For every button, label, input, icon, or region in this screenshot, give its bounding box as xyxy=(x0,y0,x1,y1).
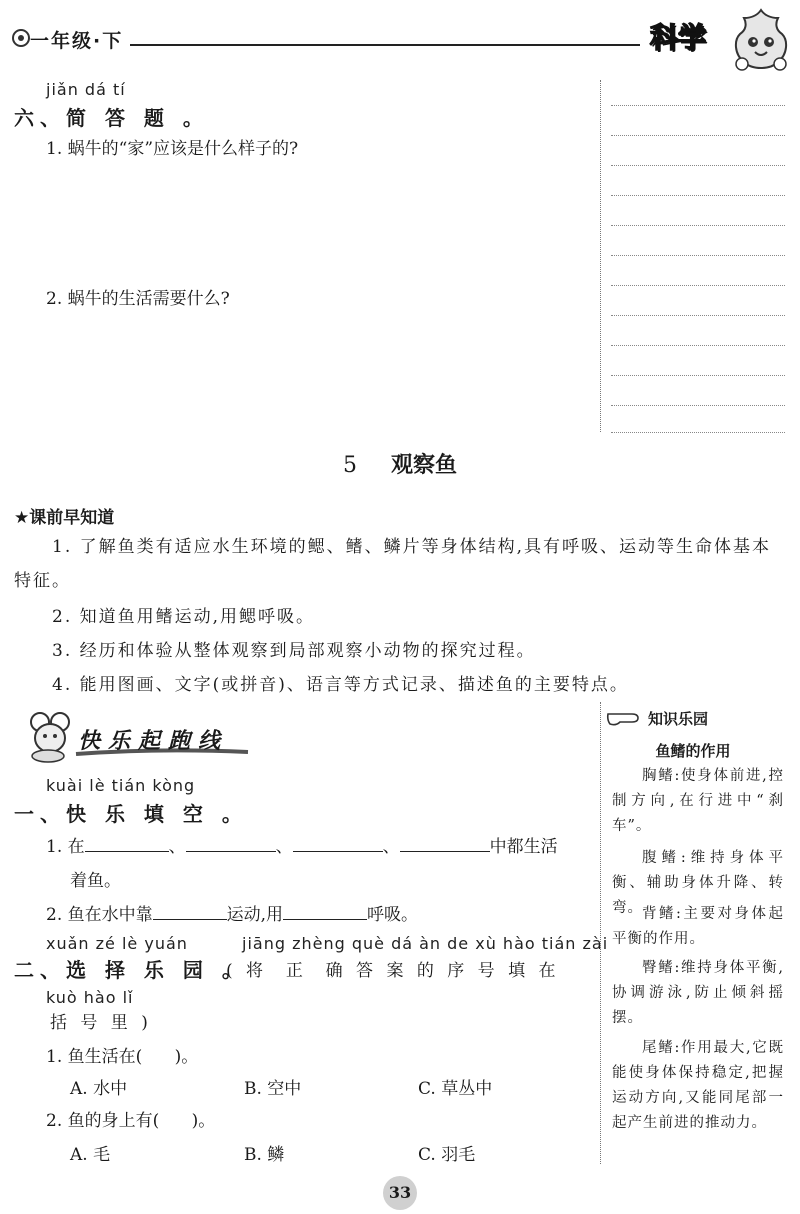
note-line xyxy=(611,135,785,136)
section6-question-2: 2. 蜗牛的生活需要什么? xyxy=(46,289,230,309)
lesson-title xyxy=(0,448,800,479)
fill-question-1 xyxy=(46,832,558,857)
knowledge-para-2: 腹鳍:维持身体平衡、辅助身体升降、转弯。 xyxy=(612,850,784,916)
answer-blank[interactable] xyxy=(153,901,227,920)
answer-blank[interactable] xyxy=(85,833,169,852)
section6-question-1: 1. 蜗牛的“家”应该是什么样子的? xyxy=(46,139,299,159)
choice-q1-option-c[interactable]: C. 草丛中 xyxy=(418,1079,493,1099)
choice-q1-option-a[interactable]: A. 水中 xyxy=(70,1079,128,1099)
knowledge-para-5: 尾鳍:作用最大,它既能使身体保持稳定,把握运动方向,又能同尾部一起产生前进的推动力。 xyxy=(612,1040,784,1131)
choice-instruction: ( 将 正 确 答 案 的 序 号 填 在 xyxy=(226,961,560,981)
choice-question-2: 2. 鱼的身上有( )。 xyxy=(46,1111,216,1131)
note-line xyxy=(611,315,785,316)
note-line xyxy=(611,105,785,106)
subject-label: 科学 xyxy=(650,21,707,54)
choice-title: 二、选 择 乐 园 。 xyxy=(14,958,248,982)
preview-item-4: 4. 能用图画、文字(或拼音)、语言等方式记录、描述鱼的主要特点。 xyxy=(52,675,629,695)
note-line xyxy=(611,432,785,433)
grade-label: 一年级·下 xyxy=(30,30,124,52)
note-line xyxy=(611,285,785,286)
choice-q2-option-b[interactable]: B. 鳞 xyxy=(244,1145,285,1165)
choice-instr-pinyin: jiāng zhèng què dá àn de xù hào tián zài xyxy=(242,934,609,953)
lesson-name: 观察鱼 xyxy=(390,452,457,478)
knowledge-para-3: 背鳍:主要对身体起平衡的作用。 xyxy=(612,906,784,947)
separator: 、 xyxy=(382,837,400,857)
lesson-number: 5 xyxy=(342,453,357,478)
knowledge-title: 知识乐园 xyxy=(648,710,709,728)
preview-title: ★课前早知道 xyxy=(14,508,115,528)
note-line xyxy=(611,165,785,166)
choice-question-1: 1. 鱼生活在( )。 xyxy=(46,1047,199,1067)
note-line xyxy=(611,345,785,346)
choice-q1-option-b[interactable]: B. 空中 xyxy=(244,1079,302,1099)
separator: 、 xyxy=(275,837,293,857)
snail-icon xyxy=(10,26,32,48)
answer-blank[interactable] xyxy=(283,901,367,920)
note-line xyxy=(611,405,785,406)
fill-pinyin: kuài lè tián kòng xyxy=(46,776,196,795)
fill-title: 一、快 乐 填 空 。 xyxy=(14,802,248,826)
header-ornament xyxy=(10,26,32,52)
section6-pinyin: jiǎn dá tí xyxy=(46,80,126,99)
choice-instruction-2: 括 号 里 ) xyxy=(50,1013,152,1033)
choice-pinyin: xuǎn zé lè yuán xyxy=(46,934,188,953)
note-line xyxy=(611,375,785,376)
answer-blank[interactable] xyxy=(186,833,276,852)
preview-item-2: 2. 知道鱼用鳍运动,用鳃呼吸。 xyxy=(52,607,316,627)
header-rule xyxy=(130,44,640,46)
notes-column xyxy=(600,80,787,432)
knowledge-para-1: 胸鳍:使身体前进,控制方向,在行进中“刹车”。 xyxy=(612,768,784,834)
fill-q1-suffix: 中都生活 xyxy=(489,837,558,857)
note-line xyxy=(611,225,785,226)
knowledge-subtitle: 鱼鳍的作用 xyxy=(655,742,731,760)
preview-item-1: 1. 了解鱼类有适应水生环境的鳃、鳍、鳞片等身体结构,具有呼吸、运动等生命体基本特征。 xyxy=(14,537,772,591)
note-line xyxy=(611,255,785,256)
choice-q2-option-c[interactable]: C. 羽毛 xyxy=(418,1145,476,1165)
banner-title: 快乐起跑线 xyxy=(78,729,229,754)
preview-item-3: 3. 经历和体验从整体观察到局部观察小动物的探究过程。 xyxy=(52,641,536,661)
pointing-hand-icon xyxy=(606,706,646,728)
page-number: 33 xyxy=(383,1176,417,1210)
fill-q2-part-a: 2. 鱼在水中靠 xyxy=(46,905,153,925)
answer-blank[interactable] xyxy=(293,833,383,852)
fill-q2-part-c: 呼吸。 xyxy=(367,905,419,925)
choice-pinyin-2: kuò hào lǐ xyxy=(46,988,134,1007)
choice-q2-option-a[interactable]: A. 毛 xyxy=(70,1145,111,1165)
answer-blank[interactable] xyxy=(400,833,490,852)
separator: 、 xyxy=(168,837,186,857)
section6-title: 六、简 答 题 。 xyxy=(14,106,209,130)
fill-q2-part-b: 运动,用 xyxy=(226,905,284,925)
knowledge-para-4: 臀鳍:维持身体平衡,协调游泳,防止倾斜摇摆。 xyxy=(612,960,784,1026)
fill-q1-prefix: 1. 在 xyxy=(46,837,85,857)
mascot-icon xyxy=(728,6,794,76)
fill-question-1-line2: 着鱼。 xyxy=(70,871,121,891)
note-line xyxy=(611,195,785,196)
fill-question-2 xyxy=(46,900,418,925)
